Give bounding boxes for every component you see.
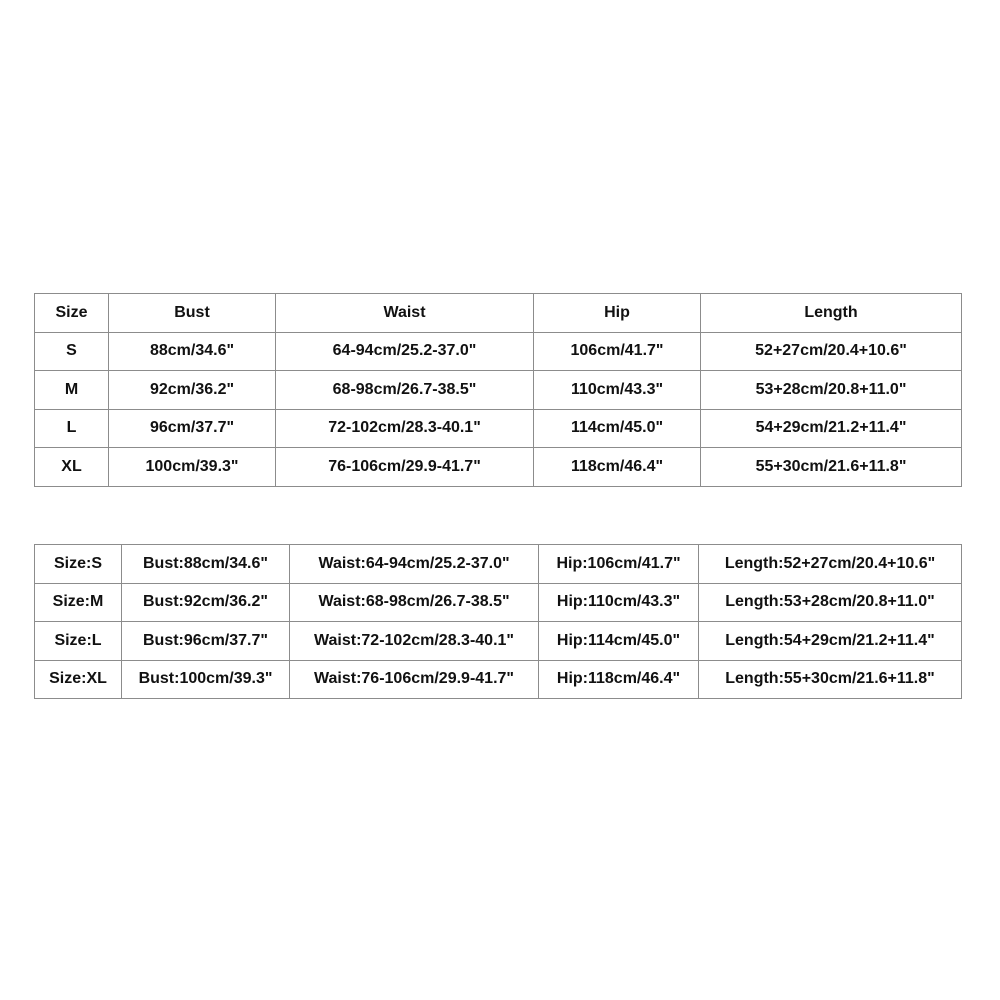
cell-size: S (35, 332, 109, 371)
cell-length: 53+28cm/20.8+11.0" (701, 371, 962, 410)
header-size: Size (35, 294, 109, 333)
cell-waist: Waist:72-102cm/28.3-40.1" (290, 622, 539, 661)
table-row (35, 622, 962, 661)
cell-size: Size:L (35, 622, 122, 661)
cell-hip: Hip:118cm/46.4" (539, 660, 699, 699)
cell-hip: Hip:114cm/45.0" (539, 622, 699, 661)
cell-size: Size:XL (35, 660, 122, 699)
cell-bust: Bust:96cm/37.7" (122, 622, 290, 661)
cell-size: Size:S (35, 545, 122, 584)
cell-waist: 68-98cm/26.7-38.5" (276, 371, 534, 410)
cell-hip: Hip:110cm/43.3" (539, 583, 699, 622)
cell-size: M (35, 371, 109, 410)
cell-bust: 100cm/39.3" (109, 448, 276, 487)
cell-bust: Bust:92cm/36.2" (122, 583, 290, 622)
header-length: Length (701, 294, 962, 333)
table-row (35, 448, 962, 487)
size-chart-labeled-table (34, 544, 962, 699)
cell-waist: Waist:64-94cm/25.2-37.0" (290, 545, 539, 584)
table-row (35, 545, 962, 584)
cell-hip: 114cm/45.0" (534, 409, 701, 448)
cell-length: 55+30cm/21.6+11.8" (701, 448, 962, 487)
cell-size: Size:M (35, 583, 122, 622)
cell-waist: Waist:68-98cm/26.7-38.5" (290, 583, 539, 622)
cell-bust: 96cm/37.7" (109, 409, 276, 448)
cell-waist: 64-94cm/25.2-37.0" (276, 332, 534, 371)
header-waist: Waist (276, 294, 534, 333)
table-row (35, 332, 962, 371)
cell-waist: 76-106cm/29.9-41.7" (276, 448, 534, 487)
cell-size: XL (35, 448, 109, 487)
cell-hip: 106cm/41.7" (534, 332, 701, 371)
cell-bust: Bust:100cm/39.3" (122, 660, 290, 699)
header-bust: Bust (109, 294, 276, 333)
table-row (35, 409, 962, 448)
cell-length: Length:55+30cm/21.6+11.8" (699, 660, 962, 699)
cell-size: L (35, 409, 109, 448)
cell-bust: 88cm/34.6" (109, 332, 276, 371)
table-row (35, 660, 962, 699)
size-chart-table (34, 293, 962, 487)
cell-length: Length:52+27cm/20.4+10.6" (699, 545, 962, 584)
cell-length: 52+27cm/20.4+10.6" (701, 332, 962, 371)
cell-length: 54+29cm/21.2+11.4" (701, 409, 962, 448)
cell-bust: 92cm/36.2" (109, 371, 276, 410)
table-header-row (35, 294, 962, 333)
cell-waist: 72-102cm/28.3-40.1" (276, 409, 534, 448)
header-hip: Hip (534, 294, 701, 333)
table-row (35, 583, 962, 622)
table-row (35, 371, 962, 410)
cell-length: Length:54+29cm/21.2+11.4" (699, 622, 962, 661)
cell-hip: 110cm/43.3" (534, 371, 701, 410)
cell-bust: Bust:88cm/34.6" (122, 545, 290, 584)
cell-length: Length:53+28cm/20.8+11.0" (699, 583, 962, 622)
cell-hip: Hip:106cm/41.7" (539, 545, 699, 584)
cell-hip: 118cm/46.4" (534, 448, 701, 487)
cell-waist: Waist:76-106cm/29.9-41.7" (290, 660, 539, 699)
